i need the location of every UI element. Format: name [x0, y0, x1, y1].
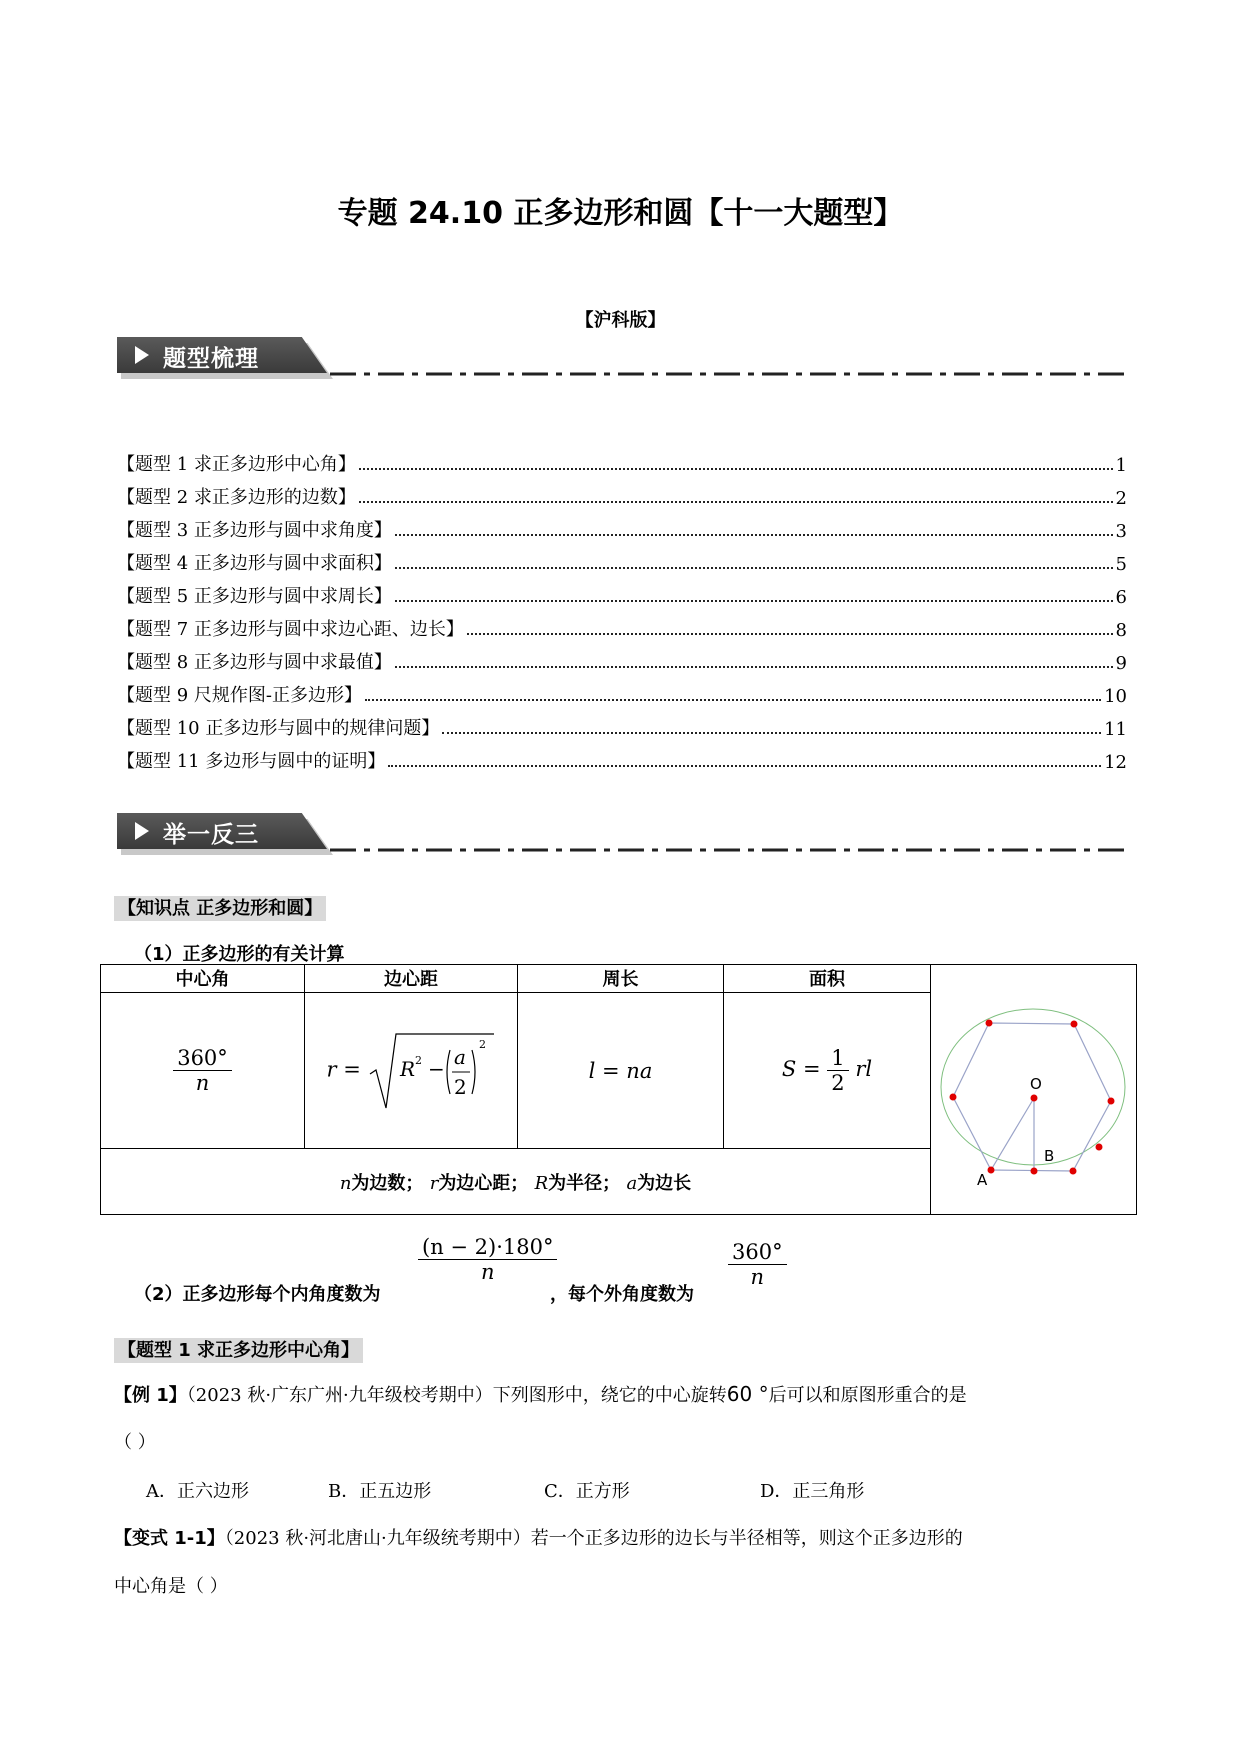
toc-entry[interactable] [117, 512, 1127, 542]
toc-leader-dots [365, 699, 1101, 701]
example-1: 【例 1】（2023 秋·广东广州·九年级校考期中）下列图形中，绕它的中心旋转60 °后可以和原图形重合的是 [114, 1382, 967, 1406]
toc-entry-label: 【题型 5 正多边形与圆中求周长】 [117, 586, 392, 607]
toc-entry[interactable] [117, 479, 1127, 509]
toc-leader-dots [359, 501, 1113, 503]
header-central-angle: 中心角 [101, 965, 305, 993]
toc-leader-dots [395, 666, 1113, 668]
toc-entry-label: 【题型 2 求正多边形的边数】 [117, 487, 356, 508]
toc-entry-label: 【题型 10 正多边形与圆中的规律问题】 [117, 718, 440, 739]
toc-leader-dots [442, 732, 1101, 734]
svg-text:2: 2 [453, 1074, 467, 1099]
toc-entry-page: 3 [1115, 521, 1127, 542]
label-a: A [977, 1171, 988, 1189]
type1-heading: 【题型 1 求正多边形中心角】 [114, 1338, 363, 1363]
toc-entry[interactable] [117, 611, 1127, 641]
toc-entry-page: 6 [1115, 587, 1127, 608]
central-angle-formula: $\frac{360^\circ}{n}$ [101, 992, 305, 1149]
toc-entry-page: 11 [1104, 719, 1127, 740]
option-a: A．正六边形 [146, 1481, 249, 1502]
svg-text:2: 2 [414, 1053, 422, 1067]
toc-entry-label: 【题型 3 正多边形与圆中求角度】 [117, 520, 392, 541]
formula-legend: n为边数； r为边心距； R为半径； a为边长 [101, 1149, 931, 1215]
svg-text:a: a [453, 1044, 466, 1069]
play-icon [135, 822, 149, 840]
toc-entry[interactable] [117, 545, 1127, 575]
knowledge-item-2-mid: ，每个外角度数为 [550, 1284, 694, 1305]
toc-entry-label: 【题型 9 尺规作图-正多边形】 [117, 685, 362, 706]
hexagon-figure-cell [931, 965, 1137, 1215]
svg-text:R: R [399, 1056, 415, 1081]
toc-leader-dots [467, 633, 1113, 635]
section-title: 举一反三 [163, 822, 259, 848]
area-formula: S = $\frac{1}{2}$ rl [724, 992, 931, 1149]
knowledge-item-1: （1）正多边形的有关计算 [134, 944, 345, 965]
header-area: 面积 [724, 965, 931, 993]
dash-dot-divider [330, 372, 1130, 376]
toc-entry-label: 【题型 4 正多边形与圆中求面积】 [117, 553, 392, 574]
svg-text:−: − [427, 1056, 445, 1081]
apothem-formula: r = R 2 − a 2 2 [305, 992, 518, 1149]
toc-leader-dots [359, 468, 1113, 470]
knowledge-item-2-prefix: （2）正多边形每个内角度数为 [134, 1284, 381, 1305]
play-icon [135, 346, 149, 364]
toc-entry-label: 【题型 1 求正多边形中心角】 [117, 454, 356, 475]
toc-entry-label: 【题型 8 正多边形与圆中求最值】 [117, 652, 392, 673]
dash-dot-divider [330, 848, 1130, 852]
toc-entry-label: 【题型 11 多边形与圆中的证明】 [117, 751, 386, 772]
toc-leader-dots [395, 567, 1113, 569]
section-title: 题型梳理 [163, 346, 259, 372]
toc-entry[interactable] [117, 446, 1127, 476]
page-title: 专题 24.10 正多边形和圆【十一大题型】 [337, 196, 904, 231]
toc-entry-page: 10 [1104, 686, 1127, 707]
formula-table [100, 964, 1137, 1215]
perimeter-formula: l = na [518, 992, 724, 1149]
header-apothem: 边心距 [305, 965, 518, 993]
toc-entry-page: 9 [1115, 653, 1127, 674]
header-perimeter: 周长 [518, 965, 724, 993]
variant-1-1: 【变式 1-1】（2023 秋·河北唐山·九年级统考期中）若一个正多边形的边长与半径相等，则这个正多边形的 [114, 1528, 963, 1549]
section-banner-overview [117, 337, 327, 377]
knowledge-heading: 【知识点 正多边形和圆】 [114, 896, 326, 921]
section-banner-practice [117, 813, 327, 853]
toc-entry[interactable] [117, 710, 1127, 740]
example-1-paren: （ ） [114, 1432, 156, 1453]
toc-entry-label: 【题型 7 正多边形与圆中求边心距、边长】 [117, 619, 464, 640]
option-b: B．正五边形 [328, 1481, 432, 1502]
edition-label: 【沪科版】 [575, 310, 666, 331]
exterior-angle-formula: $\frac{360^\circ}{n}$ [728, 1240, 787, 1289]
variant-1-1-line2: 中心角是（ ） [114, 1576, 228, 1597]
label-o: O [1030, 1075, 1042, 1093]
option-c: C．正方形 [544, 1481, 630, 1502]
option-d: D．正三角形 [760, 1481, 865, 1502]
toc-entry[interactable] [117, 578, 1127, 608]
toc-leader-dots [395, 534, 1113, 536]
regular-hexagon-figure [931, 965, 1136, 1210]
toc-leader-dots [388, 765, 1101, 767]
svg-text:2: 2 [478, 1037, 486, 1051]
interior-angle-formula: $\frac{(n - 2)\cdot 180^\circ}{n}$ [418, 1235, 557, 1284]
toc-entry[interactable] [117, 677, 1127, 707]
toc-entry[interactable] [117, 644, 1127, 674]
toc-entry-page: 2 [1115, 488, 1127, 509]
toc-leader-dots [395, 600, 1113, 602]
label-b: B [1044, 1147, 1055, 1165]
toc-entry-page: 8 [1115, 620, 1127, 641]
toc-entry-page: 1 [1115, 455, 1127, 476]
toc-entry-page: 12 [1104, 752, 1127, 773]
toc-entry-page: 5 [1115, 554, 1127, 575]
toc-entry[interactable] [117, 743, 1127, 773]
